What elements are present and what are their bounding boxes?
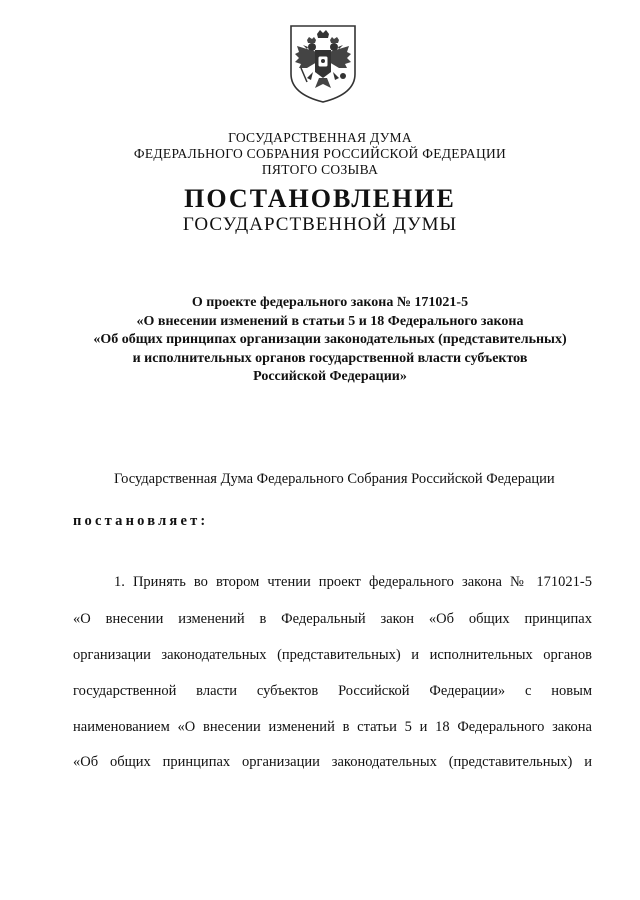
paragraph-line: организации законодательных (представительных) и исполнительных органов xyxy=(73,647,592,663)
paragraph-line: «О внесении изменений в Федеральный закон «Об общих принципах xyxy=(73,611,592,627)
paragraph-line: государственной власти субъектов Российской Федерации» с новым xyxy=(73,683,592,699)
coat-of-arms-emblem xyxy=(287,22,359,104)
subject-line: «О внесении изменений в статьи 5 и 18 Федерального закона xyxy=(136,313,524,329)
header-duma: ГОСУДАРСТВЕННАЯ ДУМА xyxy=(228,130,412,145)
subject-line: «Об общих принципах организации законодательных (представительных) xyxy=(93,332,567,347)
subject-line: Российской Федерации» xyxy=(253,369,407,384)
paragraph-line: «Об общих принципах организации законодательных (представительных) и xyxy=(73,754,592,770)
decree-word: постановляет: xyxy=(73,513,209,529)
header-federal-assembly: ФЕДЕРАЛЬНОГО СОБРАНИЯ РОССИЙСКОЙ ФЕДЕРАЦИИ xyxy=(133,146,507,161)
double-headed-eagle-icon xyxy=(287,22,359,104)
header-convocation: ПЯТОГО СОЗЫВА xyxy=(261,162,379,177)
document-type-title: ПОСТАНОВЛЕНИЕ xyxy=(184,184,456,213)
subject-line: О проекте федерального закона № 171021-5 xyxy=(191,295,469,310)
resolution-subject xyxy=(60,294,600,387)
preamble-text: Государственная Дума Федерального Собрания Российской Федерации xyxy=(114,471,555,487)
paragraph-line: наименованием «О внесении изменений в статьи 5 и 18 Федерального закона xyxy=(73,719,592,735)
paragraph-line: 1. Принять во втором чтении проект федерального закона № 171021-5 xyxy=(114,574,592,590)
document-issuer: ГОСУДАРСТВЕННОЙ ДУМЫ xyxy=(182,214,458,235)
subject-line: и исполнительных органов государственной власти субъектов xyxy=(132,350,528,366)
